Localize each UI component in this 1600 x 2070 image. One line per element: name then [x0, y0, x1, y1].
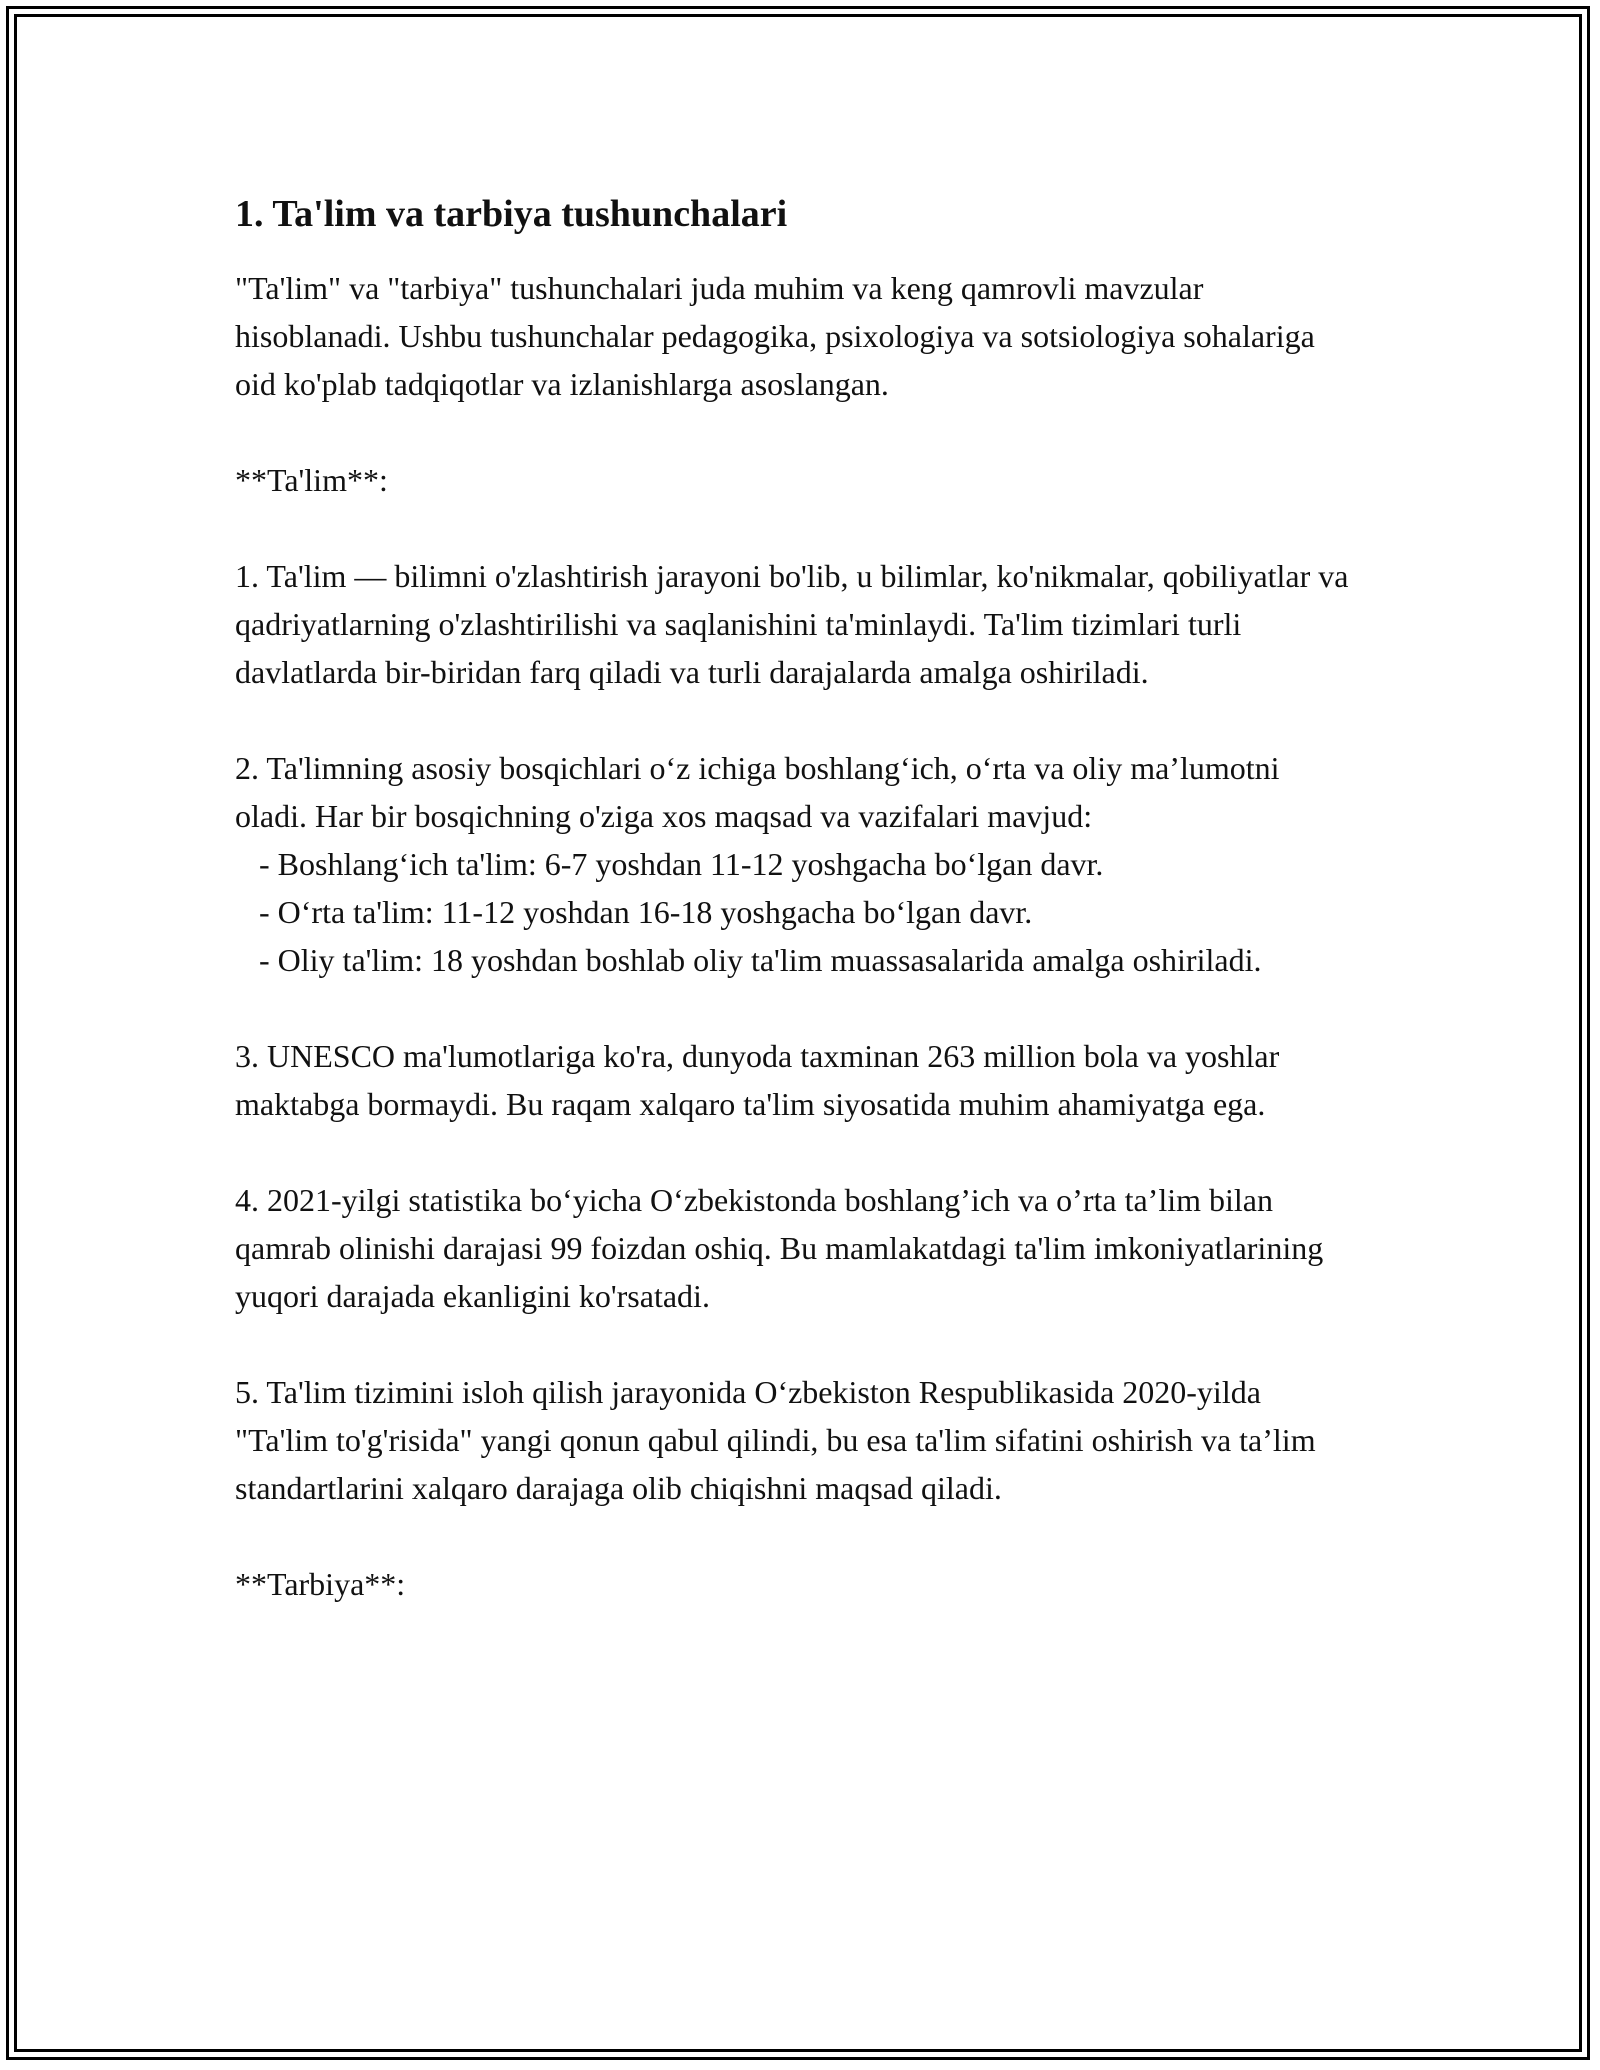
list-item: 1. Ta'lim — bilimni o'zlashtirish jarayoni bo'lib, u bilimlar, ko'nikmalar, qobiliyatlar va qadriyatlarning o'zlashtirilishi va saqlanishini ta'minlaydi. Ta'lim tizimlari turli davlatlarda bir-biridan farq qiladi va turli darajalarda amalga oshiriladi.: [235, 558, 1349, 690]
sub-list-item: - O‘rta ta'lim: 11-12 yoshdan 16-18 yoshgacha bo‘lgan davr.: [235, 894, 1033, 930]
spacer: [235, 1512, 1355, 1560]
list-item: 4. 2021-yilgi statistika bo‘yicha O‘zbekistonda boshlang’ich va o’rta ta’lim bilan qamrab olinishi darajasi 99 foizdan oshiq. Bu mamlakatdagi ta'lim imkoniyatlarining yuqori darajada ekanligini ko'rsatadi.: [235, 1182, 1324, 1314]
spacer: [235, 1128, 1355, 1176]
list-item: 5. Ta'lim tizimini isloh qilish jarayonida O‘zbekiston Respublikasida 2020-yilda "Ta'lim to'g'risida" yangi qonun qabul qilindi, bu esa ta'lim sifatini oshirish va ta’lim standartlarini xalqaro darajaga olib chiqishni maqsad qiladi.: [235, 1374, 1316, 1506]
spacer: [235, 984, 1355, 1032]
document-title: 1. Ta'lim va tarbiya tushunchalari: [235, 193, 788, 235]
section-heading-talim: **Ta'lim**:: [235, 462, 388, 498]
section-heading-tarbiya: **Tarbiya**:: [235, 1566, 406, 1602]
document-body: [235, 190, 1355, 1608]
sub-list-item: - Boshlang‘ich ta'lim: 6-7 yoshdan 11-12 yoshgacha bo‘lgan davr.: [235, 846, 1104, 882]
list-item: 3. UNESCO ma'lumotlariga ko'ra, dunyoda taxminan 263 million bola va yoshlar maktabga bormaydi. Bu raqam xalqaro ta'lim siyosatida muhim ahamiyatga ega.: [235, 1038, 1280, 1122]
spacer: [235, 504, 1355, 552]
spacer: [235, 1320, 1355, 1368]
spacer: [235, 408, 1355, 456]
sub-list-item: - Oliy ta'lim: 18 yoshdan boshlab oliy ta'lim muassasalarida amalga oshiriladi.: [235, 942, 1262, 978]
intro-paragraph: "Ta'lim" va "tarbiya" tushunchalari juda muhim va keng qamrovli mavzular hisoblanadi. Ushbu tushunchalar pedagogika, psixologiya va sotsiologiya sohalariga oid ko'plab tadqiqotlar va izlanishlarga asoslangan.: [235, 270, 1315, 402]
list-item: 2. Ta'limning asosiy bosqichlari o‘z ichiga boshlang‘ich, o‘rta va oliy ma’lumotni oladi. Har bir bosqichning o'ziga xos maqsad va vazifalari mavjud:: [235, 750, 1280, 834]
spacer: [235, 696, 1355, 744]
